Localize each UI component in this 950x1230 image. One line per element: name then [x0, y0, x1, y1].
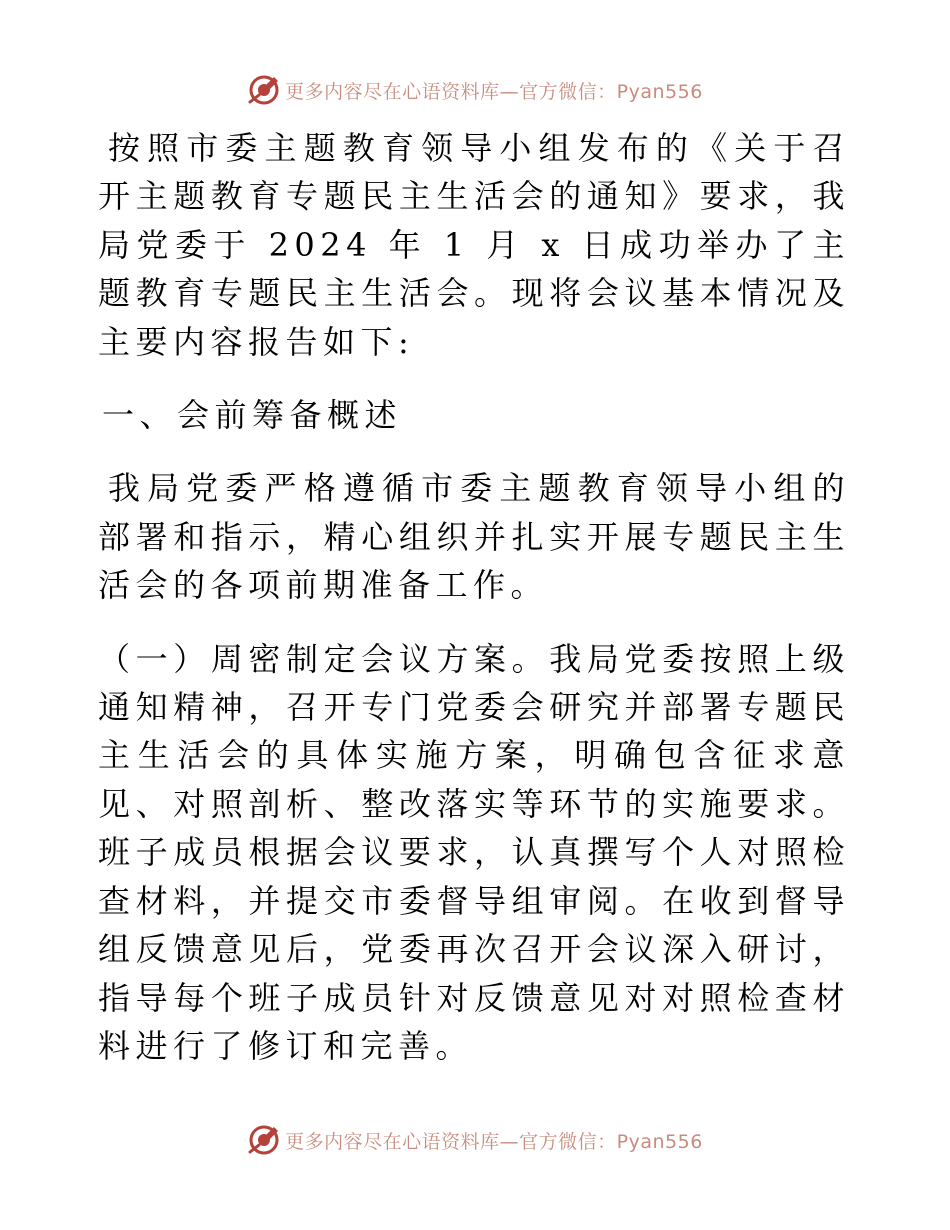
document-body	[98, 124, 850, 1070]
watermark-footer	[0, 1120, 950, 1160]
intro-paragraph: 按照市委主题教育领导小组发布的《关于召开主题教育专题民主生活会的通知》要求，我局党委于 2024 年 1 月 x 日成功举办了主题教育专题民主生活会。现将会议基本情况及主要内容报告如下:	[98, 129, 850, 361]
section-paragraph: 我局党委严格遵循市委主题教育领导小组的部署和指示，精心组织并扎实开展专题民主生活会的各项前期准备工作。	[98, 469, 850, 605]
watermark-logo-icon	[247, 1123, 281, 1157]
watermark-text: 更多内容尽在心语资料库—官方微信：Pyan556	[285, 80, 703, 103]
watermark-text: 更多内容尽在心语资料库—官方微信：Pyan556	[285, 1130, 703, 1153]
subsection-paragraph: （一）周密制定会议方案。我局党委按照上级通知精神，召开专门党委会研究并部署专题民主生活会的具体实施方案，明确包含征求意见、对照剖析、整改落实等环节的实施要求。班子成员根据会议要求，认真撰写个人对照检查材料，并提交市委督导组审阅。在收到督导组反馈意见后，党委再次召开会议深入研讨，指导每个班子成员针对反馈意见对对照检查材料进行了修订和完善。	[98, 639, 850, 1065]
watermark-header	[0, 70, 950, 110]
section-heading: 一、会前筹备概述	[102, 396, 403, 435]
watermark-logo-icon	[247, 73, 281, 107]
